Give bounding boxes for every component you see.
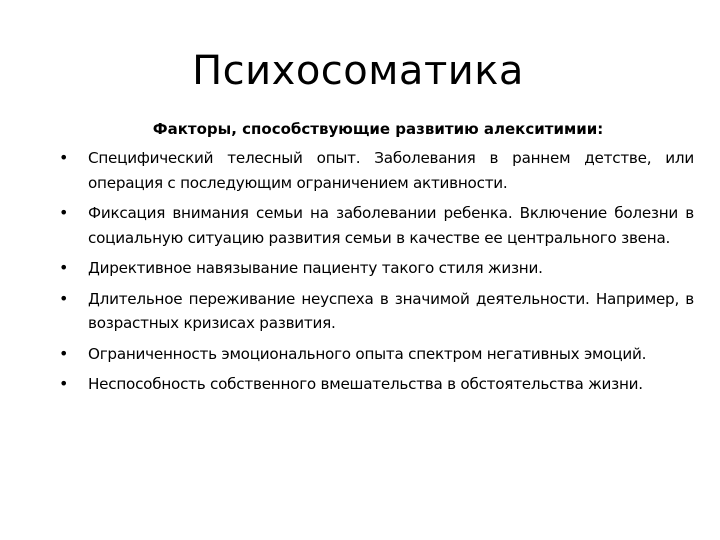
bullet-text: Фиксация внимания семьи на заболевании ребенка. Включение болезни в социальную ситуацию развития семьи в качестве ее центрального звена. xyxy=(88,204,694,247)
bullet-item xyxy=(0,256,694,281)
bullet-item xyxy=(0,372,694,397)
bullet-icon: • xyxy=(59,148,69,167)
bullet-text: Неспособность собственного вмешательства в обстоятельства жизни. xyxy=(88,375,643,393)
bullet-text: Ограниченность эмоционального опыта спектром негативных эмоций. xyxy=(88,344,647,363)
bullet-icon: • xyxy=(59,343,69,363)
bullet-icon: • xyxy=(59,258,69,277)
bullet-icon: • xyxy=(59,288,69,308)
bullet-icon: • xyxy=(59,203,69,222)
slide-title: Психосоматика xyxy=(192,48,524,94)
bullet-text: Длительное переживание неуспеха в значимой деятельности. Например, в возрастных кризисах развития. xyxy=(88,289,694,332)
bullet-item xyxy=(0,146,694,195)
bullet-text: Специфический телесный опыт. Заболевания в раннем детстве, или операция с последующим ограничением активности. xyxy=(88,149,694,192)
bullet-icon: • xyxy=(59,374,69,393)
bullet-list xyxy=(0,146,720,403)
slide-subtitle: Факторы, способствующие развитию алекситимии: xyxy=(152,120,604,138)
bullet-item xyxy=(0,342,694,367)
bullet-item xyxy=(0,287,694,336)
bullet-text: Директивное навязывание пациенту такого стиля жизни. xyxy=(88,259,543,277)
bullet-item xyxy=(0,201,694,250)
